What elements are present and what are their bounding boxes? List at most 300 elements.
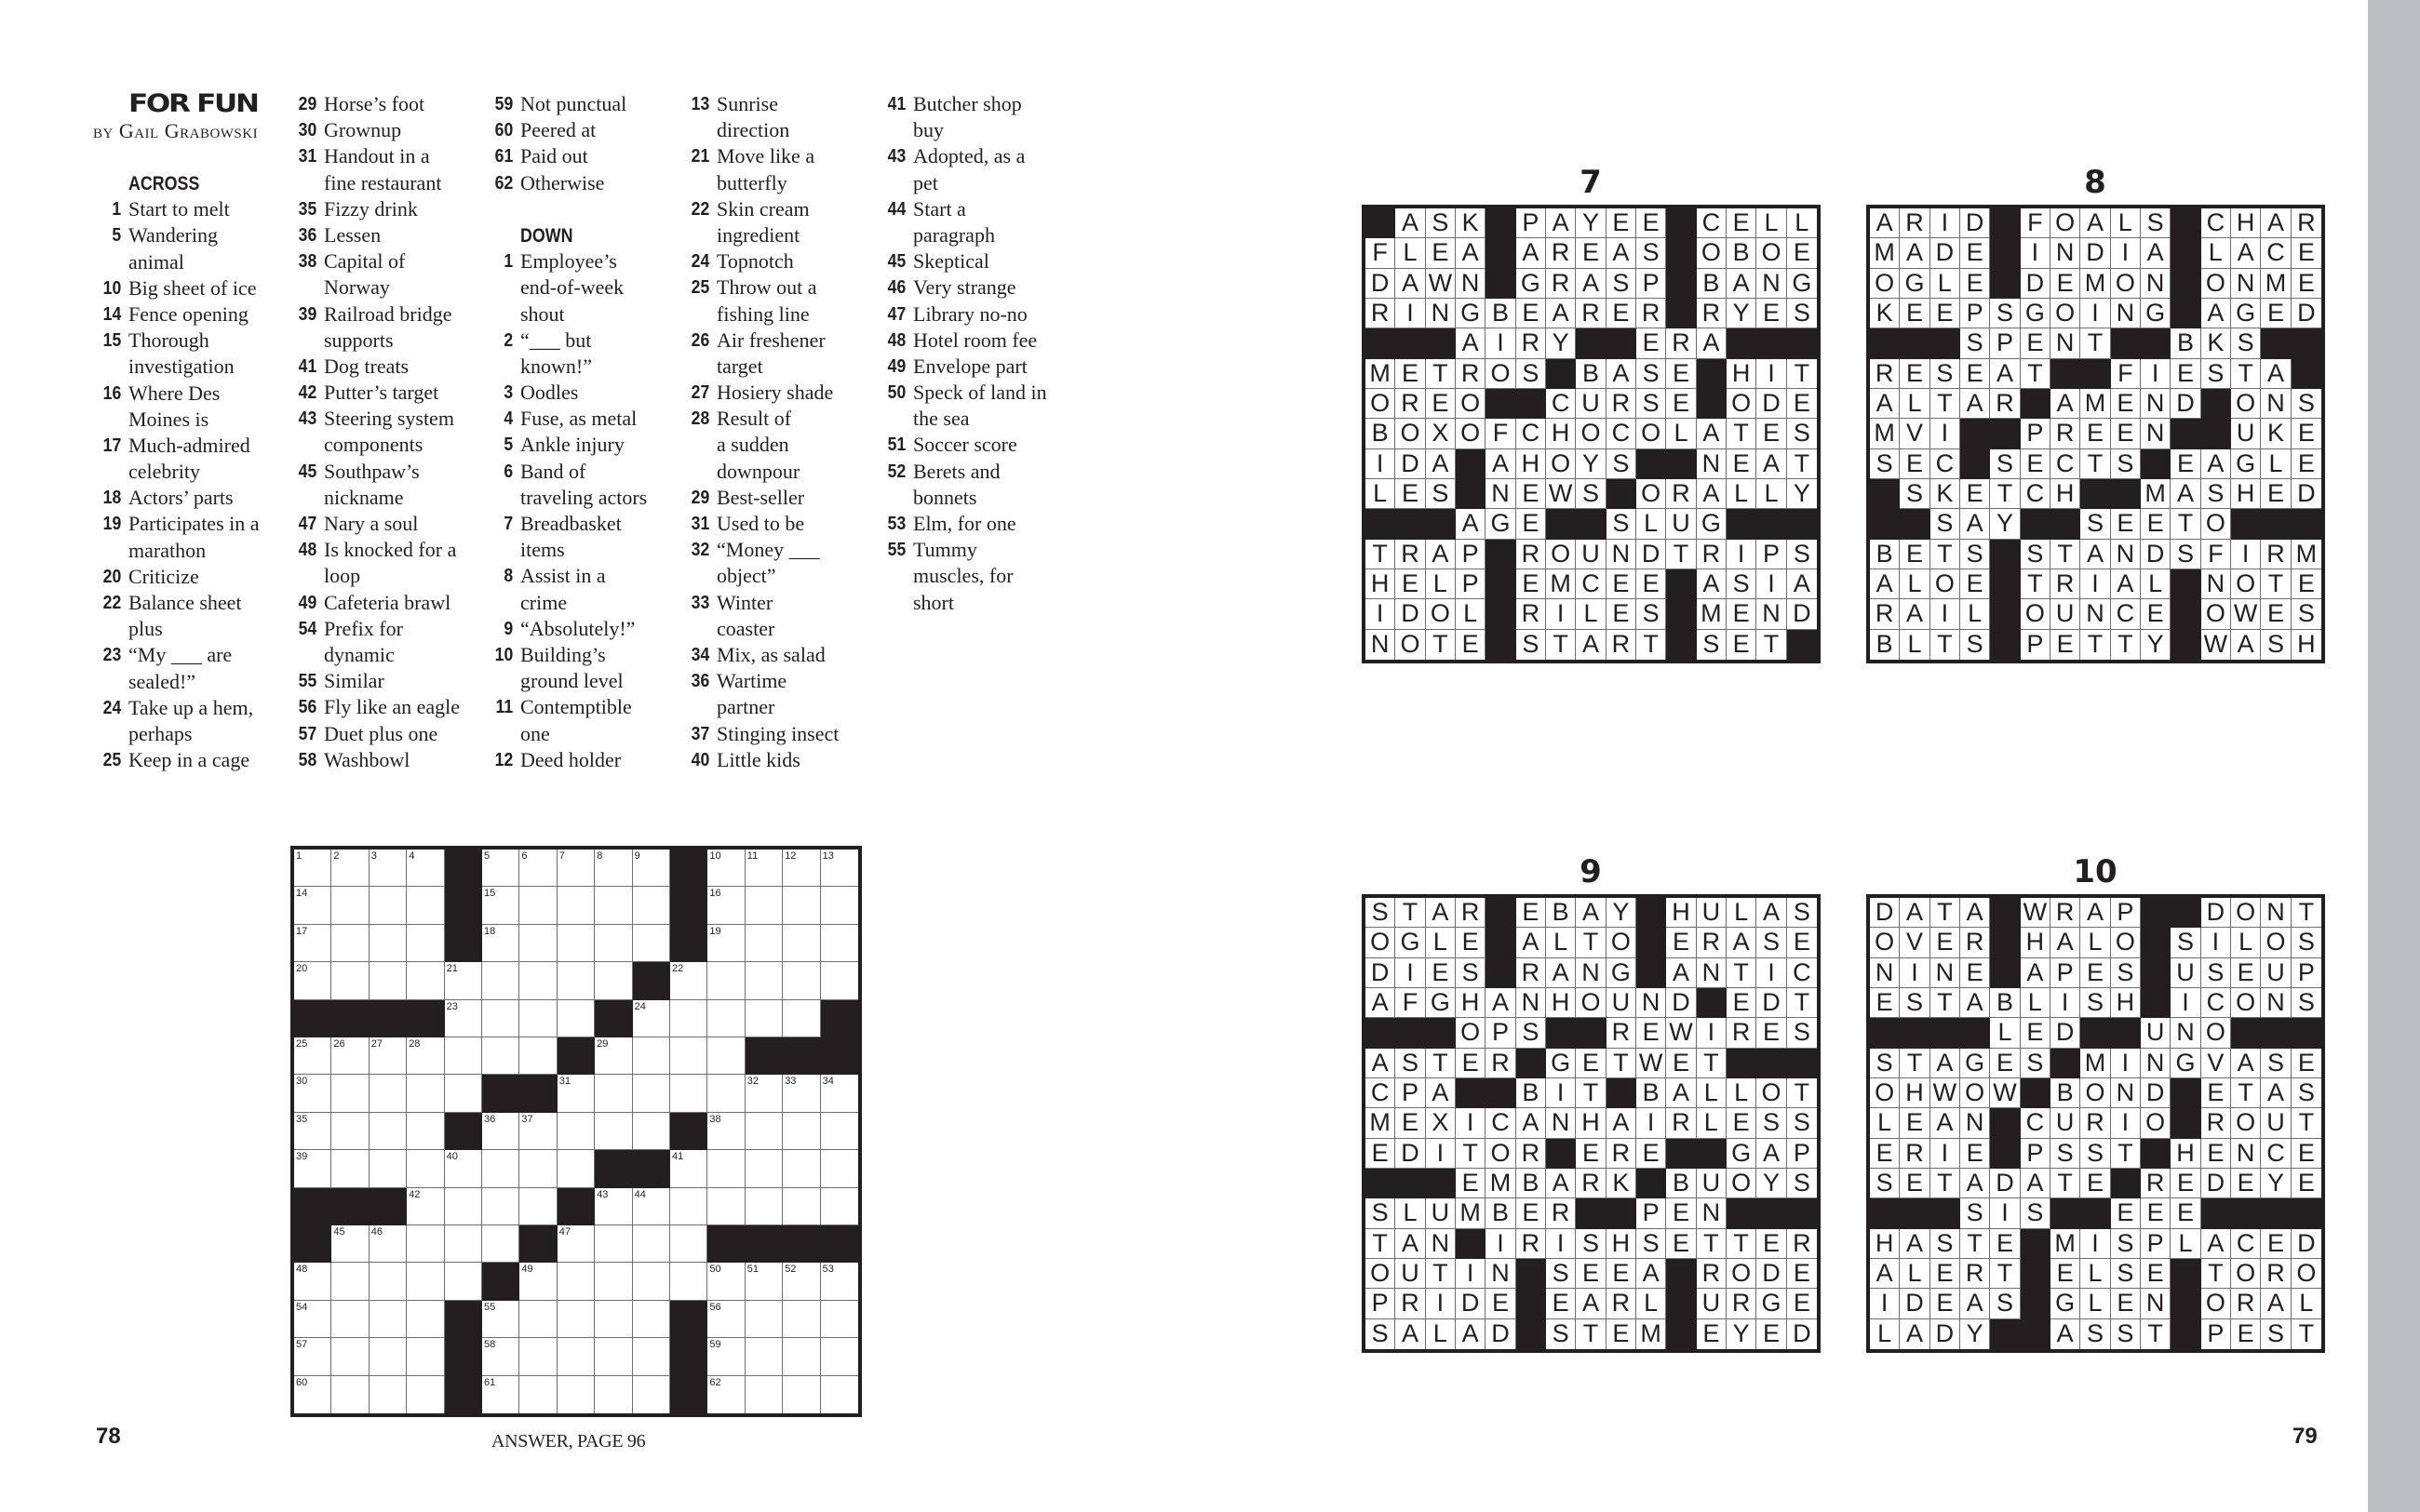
black-square	[2261, 328, 2291, 358]
grid-cell[interactable]	[558, 1376, 595, 1413]
black-square	[1486, 898, 1515, 928]
grid-cell[interactable]	[821, 1376, 858, 1413]
grid-cell[interactable]	[821, 850, 858, 887]
grid-cell[interactable]	[633, 1376, 670, 1413]
answer-letter: U	[2261, 958, 2291, 988]
answer-letter: S	[1870, 449, 1900, 479]
grid-cell[interactable]	[294, 850, 331, 887]
grid-cell[interactable]	[370, 1037, 407, 1075]
answer-letter: T	[1787, 449, 1817, 479]
answer-letter: L	[1395, 238, 1425, 268]
grid-cell[interactable]	[783, 925, 820, 962]
grid-cell[interactable]	[707, 1150, 745, 1187]
answer-letter: V	[1900, 928, 1929, 957]
grid-cell[interactable]	[595, 1075, 632, 1112]
answer-letter: E	[1516, 569, 1546, 599]
grid-cell[interactable]	[633, 1263, 670, 1300]
grid-cell[interactable]	[407, 1338, 444, 1375]
clue-text: Wandering	[128, 223, 218, 248]
answer-letter: S	[1546, 1259, 1576, 1289]
grid-cell[interactable]	[331, 1075, 369, 1112]
grid-cell[interactable]	[821, 1263, 858, 1300]
answer-letter: U	[2050, 1108, 2080, 1138]
grid-cell[interactable]	[482, 1376, 519, 1413]
answer-letter: T	[1930, 389, 1960, 419]
crossword-grid[interactable]	[290, 846, 862, 1417]
grid-cell[interactable]	[445, 1075, 482, 1112]
grid-cell[interactable]	[331, 1376, 369, 1413]
grid-cell[interactable]	[331, 1225, 369, 1263]
grid-cell[interactable]	[558, 1150, 595, 1187]
grid-cell[interactable]	[370, 1225, 407, 1263]
grid-cell[interactable]	[558, 1301, 595, 1338]
answer-letter: A	[1395, 1319, 1425, 1349]
grid-cell[interactable]	[821, 1150, 858, 1187]
answer-letter: G	[2231, 299, 2261, 328]
answer-letter: T	[1365, 540, 1395, 569]
answer-letter: H	[1516, 449, 1546, 479]
grid-cell[interactable]	[783, 1188, 820, 1225]
grid-cell[interactable]	[783, 1113, 820, 1150]
grid-cell[interactable]	[707, 887, 745, 924]
grid-cell[interactable]	[746, 1150, 783, 1187]
answer-letter: A	[1456, 509, 1486, 539]
clue	[102, 642, 260, 668]
grid-cell[interactable]	[595, 1113, 632, 1150]
black-square	[1990, 928, 2020, 957]
grid-cell[interactable]	[670, 1263, 707, 1300]
grid-cell[interactable]	[519, 1376, 557, 1413]
clue	[887, 459, 1047, 485]
answer-letter: B	[1516, 1169, 1546, 1198]
grid-cell[interactable]	[370, 887, 407, 924]
grid-cell[interactable]	[294, 1376, 331, 1413]
grid-cell[interactable]	[407, 1037, 444, 1075]
answer-letter: T	[1576, 1078, 1606, 1108]
grid-cell[interactable]	[670, 962, 707, 999]
grid-cell[interactable]	[558, 1263, 595, 1300]
answer-letter: S	[1516, 630, 1546, 660]
answer-letter: E	[1636, 569, 1666, 599]
grid-cell[interactable]	[821, 887, 858, 924]
grid-cell[interactable]	[707, 962, 745, 999]
grid-cell[interactable]	[633, 850, 670, 887]
grid-cell[interactable]	[407, 1113, 444, 1150]
grid-cell[interactable]	[595, 925, 632, 962]
answer-letter: P	[2201, 1319, 2231, 1349]
cell-number: 47	[558, 1226, 571, 1238]
grid-cell[interactable]	[595, 1225, 632, 1263]
grid-cell[interactable]	[707, 1301, 745, 1338]
grid-cell[interactable]	[633, 1037, 670, 1075]
grid-cell[interactable]	[595, 1376, 632, 1413]
answer-letter: O	[1546, 540, 1576, 569]
grid-cell[interactable]	[519, 1263, 557, 1300]
answer-letter: S	[1365, 1198, 1395, 1228]
grid-cell[interactable]	[370, 1338, 407, 1375]
grid-cell[interactable]	[707, 1188, 745, 1225]
grid-cell[interactable]	[821, 1188, 858, 1225]
black-square	[2111, 328, 2141, 358]
grid-cell[interactable]	[746, 1338, 783, 1375]
grid-cell[interactable]	[821, 1338, 858, 1375]
clue-continuation	[717, 694, 839, 720]
grid-cell[interactable]	[407, 1150, 444, 1187]
grid-cell[interactable]	[445, 1150, 482, 1187]
grid-cell[interactable]	[294, 1338, 331, 1375]
answer-letter: N	[2261, 988, 2291, 1018]
grid-cell[interactable]	[519, 1000, 557, 1037]
answer-puzzle-number: 7	[1580, 164, 1602, 201]
answer-grid	[1362, 205, 1821, 663]
grid-cell[interactable]	[783, 962, 820, 999]
grid-cell[interactable]	[707, 1000, 745, 1037]
grid-cell[interactable]	[670, 1000, 707, 1037]
answer-letter: S	[1426, 479, 1456, 509]
grid-cell[interactable]	[294, 1075, 331, 1112]
answer-letter: E	[1636, 328, 1666, 358]
grid-cell[interactable]	[370, 1113, 407, 1150]
grid-cell[interactable]	[746, 1263, 783, 1300]
clue-text: Horse’s foot	[324, 92, 425, 115]
answer-letter: E	[1960, 958, 1990, 988]
grid-cell[interactable]	[331, 925, 369, 962]
black-square	[1666, 599, 1696, 629]
cell-number: 11	[746, 850, 759, 862]
answer-letter: O	[1697, 238, 1727, 268]
grid-cell[interactable]	[370, 962, 407, 999]
answer-letter: S	[2292, 599, 2321, 629]
clue-continuation	[324, 432, 460, 458]
black-square	[2141, 958, 2171, 988]
black-square	[1666, 1289, 1696, 1318]
grid-cell[interactable]	[746, 1188, 783, 1225]
grid-cell[interactable]	[821, 925, 858, 962]
grid-cell[interactable]	[519, 850, 557, 887]
clue-number: 10	[494, 644, 513, 665]
answer-letter: R	[1990, 389, 2020, 419]
grid-cell[interactable]	[595, 1037, 632, 1075]
grid-cell[interactable]	[595, 887, 632, 924]
grid-cell[interactable]	[558, 1225, 595, 1263]
grid-cell[interactable]	[633, 1113, 670, 1150]
answer-letter: D	[2050, 1018, 2080, 1048]
grid-cell[interactable]	[370, 850, 407, 887]
grid-cell[interactable]	[482, 1150, 519, 1187]
grid-cell[interactable]	[519, 962, 557, 999]
grid-cell[interactable]	[331, 887, 369, 924]
grid-cell[interactable]	[783, 1000, 820, 1037]
clue-text: traveling actors	[520, 485, 648, 509]
grid-cell[interactable]	[783, 887, 820, 924]
grid-cell[interactable]	[707, 1075, 745, 1112]
answer-letter: P	[1787, 1139, 1817, 1169]
grid-cell[interactable]	[707, 1376, 745, 1413]
grid-cell[interactable]	[746, 1000, 783, 1037]
clue-continuation	[913, 563, 1047, 589]
grid-cell[interactable]	[294, 925, 331, 962]
answer-letter: R	[1516, 1229, 1546, 1259]
grid-cell[interactable]	[294, 1263, 331, 1300]
grid-cell[interactable]	[519, 925, 557, 962]
grid-cell[interactable]	[821, 1075, 858, 1112]
grid-cell[interactable]	[331, 1113, 369, 1150]
grid-cell[interactable]	[670, 1150, 707, 1187]
grid-cell[interactable]	[331, 1301, 369, 1338]
grid-cell[interactable]	[783, 1150, 820, 1187]
answer-letter: E	[1456, 630, 1486, 660]
grid-cell[interactable]	[331, 850, 369, 887]
grid-cell[interactable]	[407, 850, 444, 887]
clue-number: 55	[298, 671, 316, 692]
grid-cell[interactable]	[294, 1113, 331, 1150]
answer-letter: M	[1870, 419, 1900, 448]
grid-cell[interactable]	[633, 1225, 670, 1263]
grid-cell[interactable]	[482, 962, 519, 999]
grid-cell[interactable]	[633, 1338, 670, 1375]
clue-text: loop	[324, 564, 361, 588]
grid-cell[interactable]	[407, 1263, 444, 1300]
clue-number: 25	[691, 277, 709, 299]
grid-cell[interactable]	[445, 1000, 482, 1037]
clue-text: Participates in a	[128, 512, 260, 536]
grid-cell[interactable]	[445, 1188, 482, 1225]
grid-cell[interactable]	[707, 850, 745, 887]
cell-number: 28	[409, 1038, 421, 1050]
black-square	[670, 1301, 707, 1338]
clue	[298, 380, 460, 406]
grid-cell[interactable]	[482, 850, 519, 887]
answer-letter: Y	[1576, 449, 1606, 479]
grid-cell[interactable]	[821, 1301, 858, 1338]
black-square	[1486, 599, 1515, 629]
grid-cell[interactable]	[595, 1188, 632, 1225]
grid-cell[interactable]	[595, 850, 632, 887]
answer-letter: E	[2080, 419, 2110, 448]
answer-letter: L	[2231, 928, 2261, 957]
grid-cell[interactable]	[595, 1338, 632, 1375]
grid-cell[interactable]	[370, 1075, 407, 1112]
grid-cell[interactable]	[370, 1301, 407, 1338]
answer-letter: R	[1607, 1139, 1636, 1169]
grid-cell[interactable]	[595, 962, 632, 999]
grid-cell[interactable]	[746, 925, 783, 962]
cell-number: 53	[822, 1264, 834, 1276]
answer-letter: A	[1576, 1289, 1606, 1318]
grid-cell[interactable]	[746, 1113, 783, 1150]
black-square	[1990, 419, 2020, 448]
answer-letter: S	[1546, 1319, 1576, 1349]
grid-cell[interactable]	[407, 887, 444, 924]
grid-cell[interactable]	[707, 1113, 745, 1150]
answer-letter: A	[1900, 1319, 1929, 1349]
clue	[504, 248, 647, 274]
answer-letter: I	[1395, 958, 1425, 988]
answer-letter: S	[1636, 1229, 1666, 1259]
grid-cell[interactable]	[294, 1150, 331, 1187]
cell-number: 41	[672, 1151, 684, 1163]
grid-cell[interactable]	[746, 962, 783, 999]
grid-cell[interactable]	[407, 1188, 444, 1225]
grid-cell[interactable]	[633, 925, 670, 962]
grid-cell[interactable]	[821, 1113, 858, 1150]
grid-cell[interactable]	[670, 1075, 707, 1112]
grid-cell[interactable]	[445, 962, 482, 999]
grid-cell[interactable]	[482, 1188, 519, 1225]
answer-letter: R	[1900, 1139, 1929, 1169]
grid-cell[interactable]	[370, 1376, 407, 1413]
grid-cell[interactable]	[407, 925, 444, 962]
grid-cell[interactable]	[670, 1037, 707, 1075]
grid-cell[interactable]	[821, 962, 858, 999]
answer-letter: A	[1756, 449, 1786, 479]
grid-cell[interactable]	[407, 1301, 444, 1338]
answer-letter: R	[1607, 1289, 1636, 1318]
cell-number: 13	[822, 850, 834, 862]
grid-cell[interactable]	[558, 1075, 595, 1112]
grid-cell[interactable]	[294, 962, 331, 999]
answer-letter: O	[1456, 419, 1486, 448]
grid-cell[interactable]	[519, 1150, 557, 1187]
grid-cell[interactable]	[707, 925, 745, 962]
cell-number: 7	[558, 850, 565, 862]
answer-letter: E	[1456, 928, 1486, 957]
grid-cell[interactable]	[519, 1188, 557, 1225]
grid-cell[interactable]	[407, 1376, 444, 1413]
grid-cell[interactable]	[331, 1338, 369, 1375]
grid-cell[interactable]	[746, 1075, 783, 1112]
grid-cell[interactable]	[558, 1113, 595, 1150]
cell-number: 15	[484, 888, 496, 900]
grid-cell[interactable]	[519, 1113, 557, 1150]
answer-letter: D	[1756, 988, 1786, 1018]
grid-cell[interactable]	[445, 1263, 482, 1300]
black-square	[1546, 359, 1576, 389]
grid-cell[interactable]	[482, 925, 519, 962]
grid-cell[interactable]	[633, 1000, 670, 1037]
answer-letter: A	[1516, 238, 1546, 268]
grid-cell[interactable]	[783, 850, 820, 887]
grid-cell[interactable]	[294, 887, 331, 924]
answer-letter: W	[2201, 630, 2231, 660]
grid-cell[interactable]	[707, 1338, 745, 1375]
grid-cell[interactable]	[558, 925, 595, 962]
answer-letter: E	[1900, 359, 1929, 389]
grid-cell[interactable]	[407, 962, 444, 999]
answer-letter: T	[2292, 1108, 2321, 1138]
grid-cell[interactable]	[482, 1037, 519, 1075]
grid-cell[interactable]	[519, 1338, 557, 1375]
grid-cell[interactable]	[482, 1225, 519, 1263]
grid-cell[interactable]	[482, 887, 519, 924]
grid-cell[interactable]	[482, 1113, 519, 1150]
grid-cell[interactable]	[707, 1263, 745, 1300]
answer-letter: L	[1426, 928, 1456, 957]
grid-cell[interactable]	[746, 1301, 783, 1338]
grid-cell[interactable]	[633, 1301, 670, 1338]
answer-letter: F	[2111, 359, 2141, 389]
black-square	[633, 1150, 670, 1187]
grid-cell[interactable]	[707, 1037, 745, 1075]
grid-cell[interactable]	[633, 1075, 670, 1112]
grid-cell[interactable]	[746, 1376, 783, 1413]
grid-cell[interactable]	[445, 1037, 482, 1075]
grid-cell[interactable]	[595, 1301, 632, 1338]
grid-cell[interactable]	[331, 1037, 369, 1075]
grid-cell[interactable]	[519, 1301, 557, 1338]
grid-cell[interactable]	[482, 1000, 519, 1037]
clue-text: Skeptical	[913, 249, 989, 274]
grid-cell[interactable]	[370, 1150, 407, 1187]
answer-letter: T	[2231, 1078, 2261, 1108]
grid-cell[interactable]	[482, 1338, 519, 1375]
grid-cell[interactable]	[746, 887, 783, 924]
black-square	[1990, 1319, 2020, 1349]
answer-letter: S	[1960, 540, 1990, 569]
grid-cell[interactable]	[331, 962, 369, 999]
grid-cell[interactable]	[482, 1301, 519, 1338]
grid-cell[interactable]	[633, 1188, 670, 1225]
answer-letter: A	[1960, 1169, 1990, 1198]
answer-letter: A	[1486, 449, 1515, 479]
grid-cell[interactable]	[294, 1037, 331, 1075]
answer-letter: B	[1870, 630, 1900, 660]
grid-cell[interactable]	[331, 1150, 369, 1187]
clue-section-heading	[520, 222, 647, 248]
black-square	[670, 1338, 707, 1375]
grid-cell[interactable]	[558, 1000, 595, 1037]
cell-number: 33	[785, 1076, 797, 1088]
grid-cell[interactable]	[783, 1301, 820, 1338]
grid-cell[interactable]	[558, 962, 595, 999]
cell-number: 34	[822, 1076, 834, 1088]
answer-letter: I	[2231, 540, 2261, 569]
grid-cell[interactable]	[294, 1301, 331, 1338]
grid-cell[interactable]	[633, 887, 670, 924]
grid-cell[interactable]	[783, 1263, 820, 1300]
grid-cell[interactable]	[558, 1338, 595, 1375]
grid-cell[interactable]	[445, 1225, 482, 1263]
grid-cell[interactable]	[407, 1225, 444, 1263]
grid-cell[interactable]	[370, 1263, 407, 1300]
grid-cell[interactable]	[519, 887, 557, 924]
answer-letter: N	[2111, 1078, 2141, 1108]
grid-cell[interactable]	[407, 1075, 444, 1112]
answer-letter: E	[1900, 449, 1929, 479]
clue-text: “___ but	[520, 328, 592, 352]
clue-number: 51	[887, 435, 906, 456]
answer-letter: O	[1870, 269, 1900, 299]
answer-letter: E	[1456, 1049, 1486, 1078]
grid-cell[interactable]	[595, 1263, 632, 1300]
answer-letter: A	[1960, 898, 1990, 928]
answer-letter: P	[1636, 1198, 1666, 1228]
grid-cell[interactable]	[746, 850, 783, 887]
grid-cell[interactable]	[783, 1338, 820, 1375]
grid-cell[interactable]	[558, 850, 595, 887]
grid-cell[interactable]	[670, 1188, 707, 1225]
grid-cell[interactable]	[558, 887, 595, 924]
clue	[298, 301, 460, 328]
answer-letter: D	[1395, 1139, 1425, 1169]
grid-cell[interactable]	[670, 1225, 707, 1263]
grid-cell[interactable]	[519, 1037, 557, 1075]
grid-cell[interactable]	[783, 1376, 820, 1413]
grid-cell[interactable]	[331, 1263, 369, 1300]
grid-cell[interactable]	[370, 925, 407, 962]
grid-cell[interactable]	[783, 1075, 820, 1112]
answer-letter: A	[1546, 208, 1576, 238]
